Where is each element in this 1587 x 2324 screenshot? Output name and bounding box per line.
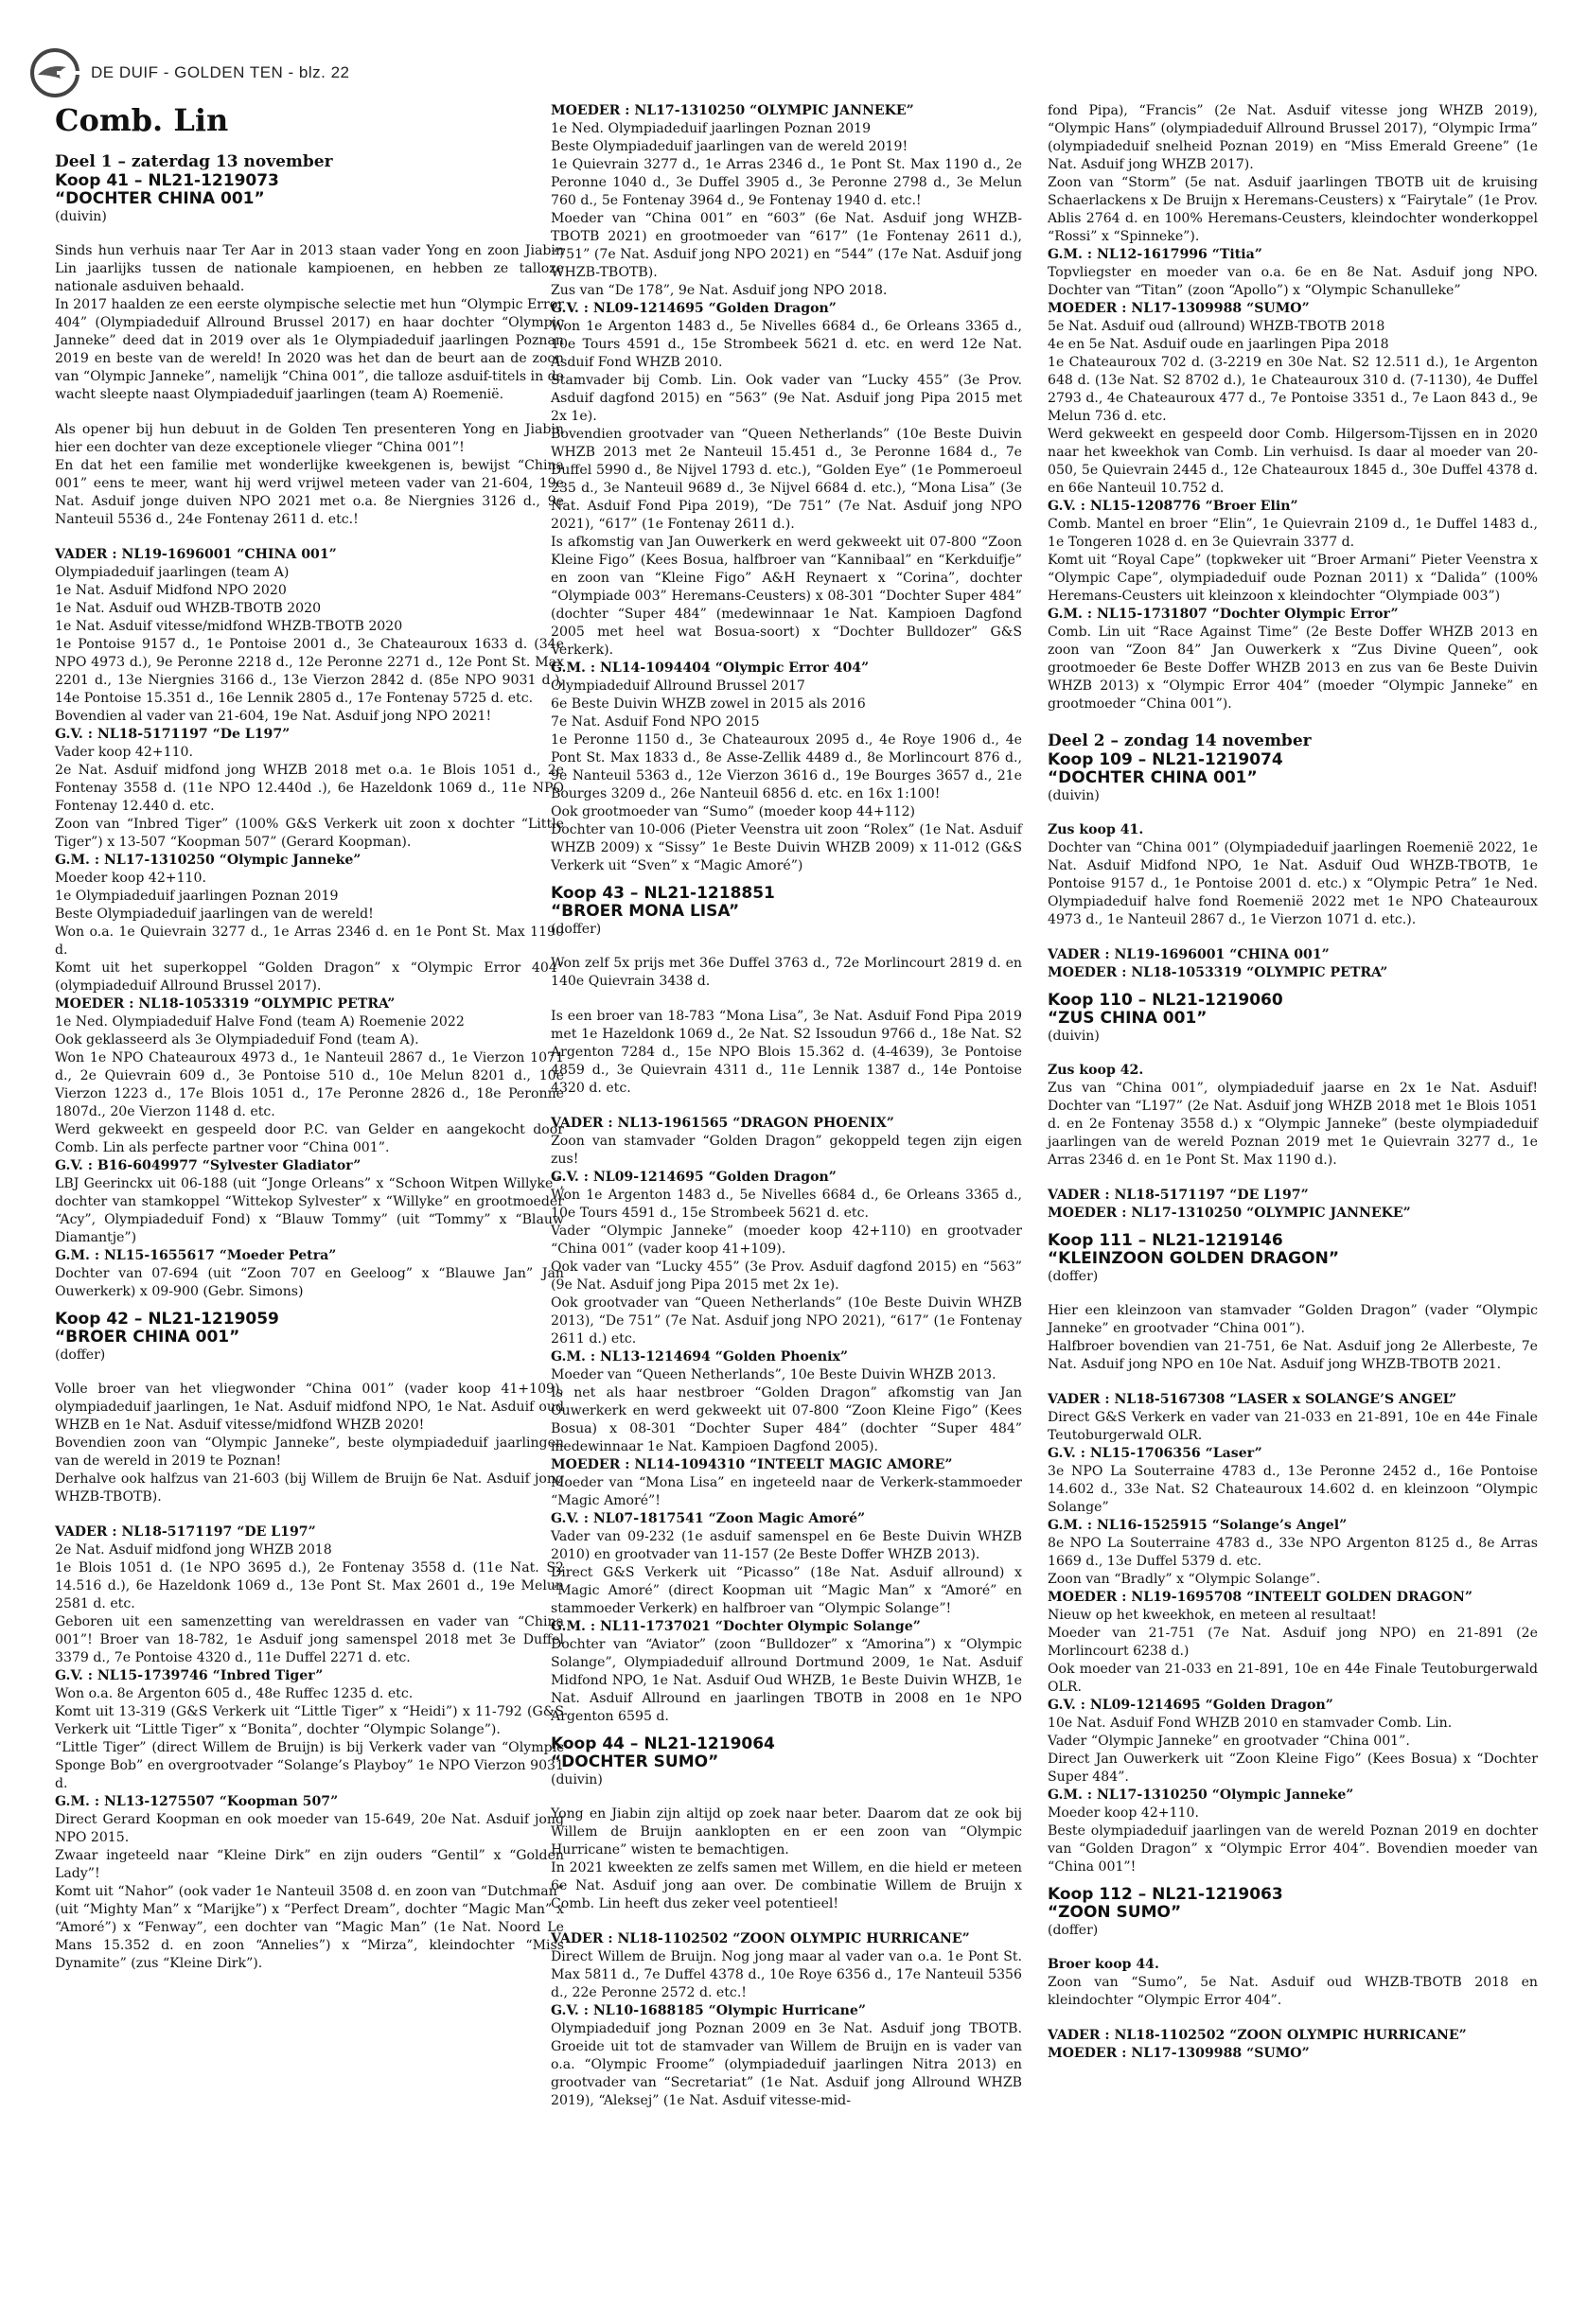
lot-title: Koop 43 – NL21-1218851 bbox=[551, 884, 775, 903]
lot-title: Koop 112 – NL21-1219063 bbox=[1048, 1885, 1283, 1904]
granddam-text: Direct Gerard Koopman en ook moeder van 15-649, 20e Nat. Asduif jong NPO 2015. Zwaar ingeteeld naar “Kleine Dirk” en zijn ouders “Gentil” x “Golden Lady”! Komt uit “Nahor” (ook vader 1e Nanteuil 3508 d. en zoon van “Dutchman” (uit “Mighty Man” x “Marijke”) x “Perfect Dream”, dochter “Magic Man” x “Amoré”) x “Fenway”, een dochter van “Magic Man” (1e Nat. Noord Le Mans 15.352 d. en zoon “Annelies”) x “Mirza”, kleindochter “Miss Dynamite” (zus “Kleine Dirk”). bbox=[55, 1812, 564, 1971]
dove-logo-icon bbox=[28, 46, 81, 99]
grandsire-text: 10e Nat. Asduif Fond WHZB 2010 en stamvader Comb. Lin. Vader “Olympic Janneke” en grootvader “China 001”. Direct Jan Ouwerkerk uit “Zoon Kleine Figo” (Kees Bosua) x “Dochter Super 484”. bbox=[1048, 1716, 1538, 1785]
lot-gender: (duivin) bbox=[1048, 788, 1100, 803]
dam-text: Nieuw op het kweekhok, en meteen al resultaat! Moeder van 21-751 (7e Nat. Asduif jong NPO) en 21-891 (2e Morlincourt 6238 d.) Ook moeder van 21-033 en 21-891, 10e en 44e Finale Teutoburgerwald OLR. bbox=[1048, 1608, 1538, 1695]
dam-heading: MOEDER : NL18-1053319 “OLYMPIC PETRA” bbox=[1048, 965, 1388, 980]
column-2 bbox=[551, 102, 1022, 2110]
sire-text: Zoon van stamvader “Golden Dragon” gekoppeld tegen zijn eigen zus! bbox=[551, 1134, 1022, 1167]
granddam-heading: G.M. : NL13-1275507 “Koopman 507” bbox=[55, 1794, 339, 1809]
granddam-text: Dochter van 07-694 (uit “Zoon 707 en Geeloog” x “Blauwe Jan” Jan Ouwerkerk) x 09-900 (Gebr. Simons) bbox=[55, 1266, 564, 1299]
grandsire-text: Won 1e Argenton 1483 d., 5e Nivelles 6684 d., 6e Orleans 3365 d., 10e Tours 4591 d., 15e Strombeek 5621 d. etc. Vader “Olympic Janneke” (moeder koop 42+110) en grootvader “China 001” (vader koop 41+109). Ook vader van “Lucky 455” (3e Prov. Asduif dagfond 2015) en “563” (9e Nat. Asduif jong Pipa 2015 met 2x 1e). Ook grootvader van “Queen Netherlands” (10e Beste Duivin WHZB 2013), “De 751” (7e Nat. Asduif jong NPO 2021), “617” (1e Fontenay 2611 d.) etc. bbox=[551, 1188, 1022, 1347]
grandsire-heading: G.V. : NL18-5171197 “De L197” bbox=[55, 727, 291, 742]
lot-title: Koop 44 – NL21-1219064 bbox=[551, 1734, 775, 1753]
granddam-text: Topvliegster en moeder van o.a. 6e en 8e Nat. Asduif jong NPO. Dochter van “Titan” (zoon “Apollo”) x “Olympic Schanulleke” bbox=[1048, 265, 1538, 298]
grandsire-heading: G.V. : NL15-1739746 “Inbred Tiger” bbox=[55, 1668, 324, 1683]
sire-heading: VADER : NL13-1961565 “DRAGON PHOENIX” bbox=[551, 1116, 894, 1131]
lot-subtitle: “ZOON SUMO” bbox=[1048, 1903, 1182, 1922]
column-1 bbox=[55, 151, 564, 1973]
grandsire-heading: G.V. : NL07-1817541 “Zoon Magic Amoré” bbox=[551, 1511, 866, 1526]
lot-subtitle: “BROER MONA LISA” bbox=[551, 902, 740, 921]
sibling-note: Broer koop 44. bbox=[1048, 1957, 1159, 1972]
grandsire-text: 3e NPO La Souterraine 4783 d., 13e Peronne 2452 d., 16e Pontoise 14.602 d., 33e Nat. S2 Chateauroux 14.602 d. en kleinzoon “Olympic Solange” bbox=[1048, 1464, 1538, 1515]
grandsire-heading: G.V. : NL09-1214695 “Golden Dragon” bbox=[551, 1170, 837, 1185]
sire-heading: VADER : NL18-1102502 “ZOON OLYMPIC HURRICANE” bbox=[551, 1931, 970, 1946]
lot-subtitle: “BROER CHINA 001” bbox=[55, 1328, 240, 1347]
granddam-heading: G.M. : NL15-1655617 “Moeder Petra” bbox=[55, 1248, 337, 1263]
grandsire-heading: G.V. : NL15-1208776 “Broer Elin” bbox=[1048, 499, 1298, 514]
lot-description: Won zelf 5x prijs met 36e Duffel 3763 d., 72e Morlincourt 2819 d. en 140e Quievrain 3438 d. bbox=[551, 956, 1022, 989]
sire-heading: VADER : NL18-5171197 “DE L197” bbox=[55, 1524, 316, 1540]
granddam-text: Olympiadeduif Allround Brussel 2017 6e Beste Duivin WHZB zowel in 2015 als 2016 7e Nat. Asduif Fond NPO 2015 1e Peronne 1150 d., 3e Chateauroux 2095 d., 4e Roye 1906 d., 4e Pont St. Max 1833 d., 8e Asse-Zellik 4489 d., 8e Morlincourt 876 d., 9e Nanteuil 5363 d., 12e Vierzon 3616 d., 19e Bourges 3657 d., 21e Bourges 3209 d., 26e Nanteuil 6856 d. etc. en 16x 1:100! Ook grootmoeder van “Sumo” (moeder koop 44+112) Dochter van 10-006 (Pieter Veenstra uit zoon “Rolex” (1e Nat. Asduif WHZB 2009) x “Sissy” 1e Beste Duivin WHZB 2009) x 11-012 (G&S Verkerk uit “Sven” x “Magic Amoré”) bbox=[551, 678, 1022, 873]
grandsire-heading: G.V. : NL09-1214695 “Golden Dragon” bbox=[551, 301, 837, 316]
dam-heading: MOEDER : NL17-1309988 “SUMO” bbox=[1048, 2046, 1310, 2061]
sire-heading: VADER : NL18-1102502 “ZOON OLYMPIC HURRICANE” bbox=[1048, 2028, 1467, 2043]
lot-gender: (duivin) bbox=[1048, 1029, 1100, 1044]
column-3 bbox=[1048, 102, 1538, 2063]
lot-title: Koop 110 – NL21-1219060 bbox=[1048, 991, 1283, 1010]
sire-heading: VADER : NL19-1696001 “CHINA 001” bbox=[55, 547, 337, 562]
grandsire-text: Comb. Mantel en broer “Elin”, 1e Quievrain 2109 d., 1e Duffel 1483 d., 1e Tongeren 1028 d. en 3e Quievrain 3377 d. Komt uit “Royal Cape” (topkweker uit “Broer Armani” Pieter Veenstra x “Olympic Cape”, olympiadeduif oude Poznan 2011) x “Dalida” (100% Heremans-Ceusters uit kleinzoon x kleindochter “Olympiade 003”) bbox=[1048, 517, 1538, 604]
lot-gender: (doffer) bbox=[55, 1347, 106, 1363]
grandsire-heading: G.V. : NL10-1688185 “Olympic Hurricane” bbox=[551, 2003, 866, 2018]
granddam-heading: G.M. : NL11-1737021 “Dochter Olympic Solange” bbox=[551, 1619, 921, 1634]
intro-paragraph: In 2017 haalden ze een eerste olympische selectie met hun “Olympic Error 404” (Olympiadeduif Allround Brussel 2017) en haar dochter “Olympic Janneke” deed dat in 2019 over als 1e Olympiadeduif jaarlingen Poznan 2019 en beste van de wereld! In 2020 was het dan de beurt aan de zoon van “Olympic Janneke”, namelijk “China 001”, die talloze asduif-titels in de wacht sleepte naast Olympiadeduif jaarlingen (team A) Roemenië. bbox=[55, 297, 564, 402]
intro-paragraph: En dat het een familie met wonderlijke kweekgenen is, bewijst “China 001” eens te meer, want hij werd vrijwel meteen vader van 21-604, 19e Nat. Asduif jonge duiven NPO 2021 met o.a. 8e Niergnies 3126 d., 9e Nanteuil 5536 d., 24e Fontenay 2611 d. etc.! bbox=[55, 458, 564, 527]
page-title: Comb. Lin bbox=[55, 102, 229, 138]
lot-gender: (duivin) bbox=[551, 1772, 603, 1787]
sire-text: Direct G&S Verkerk en vader van 21-033 en 21-891, 10e en 44e Finale Teutoburgerwald OLR. bbox=[1048, 1410, 1538, 1443]
sire-heading: VADER : NL18-5171197 “DE L197” bbox=[1048, 1188, 1309, 1203]
lot-description: Hier een kleinzoon van stamvader “Golden Dragon” (vader “Olympic Janneke” en grootvader “China 001”). Halfbroer bovendien van 21-751, 6e Nat. Asduif jong 2e Allerbeste, 7e Nat. Asduif jong NPO en 10e Nat. Asduif jong WHZB-TBOTB 2021. bbox=[1048, 1303, 1538, 1372]
lot-description: Is een broer van 18-783 “Mona Lisa”, 3e Nat. Asduif Fond Pipa 2019 met 1e Hazeldonk 1069 d., 2e Nat. S2 Issoudun 9766 d., 18e Nat. S2 Argenton 7284 d., 15e NPO Blois 15.362 d. (4-4639), 3e Pontoise 4859 d., 3e Quievrain 4311 d., 11e Lennik 1387 d., 14e Pontoise 4320 d. etc. bbox=[551, 1009, 1022, 1096]
dam-heading: MOEDER : NL17-1310250 “OLYMPIC JANNEKE” bbox=[551, 103, 914, 118]
sire-heading: VADER : NL19-1696001 “CHINA 001” bbox=[1048, 947, 1330, 962]
granddam-heading: G.M. : NL16-1525915 “Solange’s Angel” bbox=[1048, 1518, 1348, 1533]
grandsire-text: LBJ Geerinckx uit 06-188 (uit “Jonge Orleans” x “Schoon Witpen Willyke”, dochter van stamkoppel “Wittekop Sylvester” x “Willyke” en grootmoeder “Acy”, Olympiadeduif Fond) x “Blauw Tommy” (uit “Tommy” x “Blauw Diamantje”) bbox=[55, 1176, 564, 1245]
dam-text: 5e Nat. Asduif oud (allround) WHZB-TBOTB 2018 4e en 5e Nat. Asduif oude en jaarlingen Pipa 2018 1e Chateauroux 702 d. (3-2219 en 30e Nat. S2 12.511 d.), 1e Argenton 648 d. (13e Nat. S2 8702 d.), 1e Chateauroux 310 d. (7-1130), 4e Duffel 2793 d., 4e Chateauroux 477 d., 7e Pontoise 3351 d., 7e Laon 843 d., 9e Melun 736 d. etc. Werd gekweekt en gespeeld door Comb. Hilgersom-Tijssen en in 2020 naar het kweekhok van Comb. Lin verhuisd. Is daar al moeder van 20-050, 5e Quievrain 2445 d., 12e Chateauroux 1845 d., 30e Duffel 4378 d. en 66e Nanteuil 10.752 d. bbox=[1048, 319, 1538, 496]
lot-gender: (duivin) bbox=[55, 209, 107, 224]
sire-text: Olympiadeduif jaarlingen (team A) 1e Nat. Asduif Midfond NPO 2020 1e Nat. Asduif oud WHZB-TBOTB 2020 1e Nat. Asduif vitesse/midfond WHZB-TBOTB 2020 1e Pontoise 9157 d., 1e Pontoise 2001 d., 3e Chateauroux 1633 d. (34e NPO 4973 d.), 9e Peronne 2218 d., 12e Peronne 2271 d., 12e Pont St. Max 2201 d., 13e Niergnies 3166 d., 13e Vierzon 2842 d. (85e NPO 9031 d.), 14e Pontoise 15.351 d., 16e Lennik 2805 d., 17e Fontenay 5725 d. etc. Bovendien al vader van 21-604, 19e Nat. Asduif jong NPO 2021! bbox=[55, 565, 564, 724]
lot-description: Volle broer van het vliegwonder “China 001” (vader koop 41+109), olympiadeduif jaarlingen, 1e Nat. Asduif midfond NPO, 1e Nat. Asduif oud WHZB en 1e Nat. Asduif vitesse/midfond WHZB 2020! Bovendien zoon van “Olympic Janneke”, beste olympiadeduif jaarlingen van de wereld in 2019 te Poznan! Derhalve ook halfzus van 21-603 (bij Willem de Bruijn 6e Nat. Asduif jong WHZB-TBOTB). bbox=[55, 1382, 564, 1505]
dam-text: 1e Ned. Olympiadeduif Halve Fond (team A) Roemenie 2022 Ook geklasseerd als 3e Olympiadeduif Fond (team A). Won 1e NPO Chateauroux 4973 d., 1e Nanteuil 2867 d., 1e Vierzon 1071 d., 2e Quievrain 609 d., 3e Pontoise 510 d., 10e Melun 8201 d., 10e Vierzon 1223 d., 17e Blois 1051 d., 17e Peronne 2826 d., 18e Peronne 1807d., 20e Vierzon 1148 d. etc. Werd gekweekt en gespeeld door P.C. van Gelder en aangekocht door Comb. Lin als perfecte partner voor “China 001”. bbox=[55, 1014, 564, 1155]
intro-paragraph: Sinds hun verhuis naar Ter Aar in 2013 staan vader Yong en zoon Jiabin Lin jaarlijks tussen de nationale kampioenen, en hebben ze talloze nationale asduiven behaald. bbox=[55, 243, 564, 294]
lot-description: Zus van “China 001”, olympiadeduif jaarse en 2x 1e Nat. Asduif! Dochter van “L197” (2e Nat. Asduif jong WHZB 2018 met 1e Blois 1051 d. en 2e Fontenay 3558 d.) x “Olympic Janneke” (beste olympiadeduif jaarlingen van de wereld Poznan 2019 met 1e Quievrain 3277 d., 1e Arras 2346 d. en 1e Pont St. Max 1190 d.). bbox=[1048, 1081, 1538, 1168]
intro-paragraph: Als opener bij hun debuut in de Golden Ten presenteren Yong en Jiabin hier een dochter van deze exceptionele vlieger “China 001”! bbox=[55, 422, 564, 455]
granddam-heading: G.M. : NL15-1731807 “Dochter Olympic Error” bbox=[1048, 607, 1399, 622]
lot-subtitle: “ZUS CHINA 001” bbox=[1048, 1009, 1208, 1028]
lot-subtitle: “DOCHTER CHINA 001” bbox=[55, 189, 265, 208]
sire-text: 2e Nat. Asduif midfond jong WHZB 2018 1e Blois 1051 d. (1e NPO 3695 d.), 2e Fontenay 3558 d. (11e Nat. S2 14.516 d.), 6e Hazeldonk 1069 d., 13e Pont St. Max 2601 d., 19e Melun 2581 d. etc. Geboren uit een samenzetting van wereldrassen en vader van “China 001”! Broer van 18-782, 1e Asduif jong samenspel 2018 met 3e Duffel 3379 d., 7e Pontoise 4320 d., 11e Duffel 2271 d. etc. bbox=[55, 1542, 564, 1665]
granddam-heading: G.M. : NL14-1094404 “Olympic Error 404” bbox=[551, 660, 870, 676]
dam-heading: MOEDER : NL18-1053319 “OLYMPIC PETRA” bbox=[55, 996, 396, 1012]
granddam-heading: G.M. : NL12-1617996 “Titia” bbox=[1048, 247, 1262, 262]
grandsire-text: Olympiadeduif jong Poznan 2009 en 3e Nat. Asduif jong TBOTB. Groeide uit tot de stamvader van Willem de Bruijn en is vader van o.a. “Olympic Froome” (olympiadeduif jaarlingen Nitra 2013) en grootvader van “Secretariat” (1e Nat. Asduif jong Allround WHZB 2019), “Aleksej” (1e Nat. Asduif vitesse-mid- bbox=[551, 2021, 1022, 2108]
page-header bbox=[28, 49, 880, 97]
granddam-text: Comb. Lin uit “Race Against Time” (2e Beste Doffer WHZB 2013 en zoon van “Zoon 84” Jan Ouwerkerk x “Zus Divine Queen”, ook grootmoeder 6e Beste Doffer WHZB 2013 en zus van 6e Beste Duivin WHZB 2013) x “Olympic Error 404” (moeder “Olympic Janneke” en grootmoeder “China 001”). bbox=[1048, 625, 1538, 712]
dam-text: Moeder van “Mona Lisa” en ingeteeld naar de Verkerk-stammoeder “Magic Amoré”! bbox=[551, 1475, 1022, 1508]
granddam-text: Moeder koop 42+110. Beste olympiadeduif jaarlingen van de wereld Poznan 2019 en dochter van “Golden Dragon” x “Olympic Error 404”. Bovendien moeder van “China 001”! bbox=[1048, 1805, 1538, 1875]
dam-heading: MOEDER : NL14-1094310 “INTEELT MAGIC AMORE” bbox=[551, 1457, 953, 1472]
lot-description: Zoon van “Sumo”, 5e Nat. Asduif oud WHZB-TBOTB 2018 en kleindochter “Olympic Error 404”. bbox=[1048, 1975, 1538, 2008]
lot-title: Koop 111 – NL21-1219146 bbox=[1048, 1231, 1283, 1250]
sire-heading: VADER : NL18-5167308 “LASER x SOLANGE’S ANGEL” bbox=[1048, 1392, 1457, 1407]
dam-heading: MOEDER : NL17-1309988 “SUMO” bbox=[1048, 301, 1310, 316]
grandsire-heading: G.V. : NL09-1214695 “Golden Dragon” bbox=[1048, 1698, 1333, 1713]
section-heading-deel-1: Deel 1 – zaterdag 13 november bbox=[55, 152, 333, 171]
grandsire-text: Vader koop 42+110. 2e Nat. Asduif midfond jong WHZB 2018 met o.a. 1e Blois 1051 d., 2e Fontenay 3558 d. (11e NPO 12.440d .), 6e Hazeldonk 1069 d., 11e NPO Fontenay 12.440 d. etc. Zoon van “Inbred Tiger” (100% G&S Verkerk uit zoon x dochter “Little Tiger”) x 13-507 “Koopman 507” (Gerard Koopman). bbox=[55, 745, 564, 850]
granddam-heading: G.M. : NL17-1310250 “Olympic Janneke” bbox=[1048, 1787, 1354, 1803]
dam-heading: MOEDER : NL19-1695708 “INTEELT GOLDEN DRAGON” bbox=[1048, 1590, 1472, 1605]
lot-subtitle: “DOCHTER SUMO” bbox=[551, 1752, 719, 1771]
lot-title: Koop 42 – NL21-1219059 bbox=[55, 1310, 279, 1329]
lot-title: Koop 109 – NL21-1219074 bbox=[1048, 750, 1283, 769]
granddam-text: Dochter van “Aviator” (zoon “Bulldozer” x “Amorina”) x “Olympic Solange”, Olympiadeduif allround Dortmund 2009, 1e Nat. Asduif Midfond NPO, 1e Nat. Asduif Oud WHZB, 1e Beste Duivin WHZB, 1e Nat. Asduif Allround en jaarlingen TBOTB in 2008 en 1e NPO Argenton 6595 d. bbox=[551, 1637, 1022, 1724]
lot-title: Koop 41 – NL21-1219073 bbox=[55, 171, 279, 190]
lot-description: Dochter van “China 001” (Olympiadeduif jaarlingen Roemenië 2022, 1e Nat. Asduif Midfond NPO, 1e Nat. Asduif Oud WHZB-TBOTB, 1e Pontoise 9157 d., 1e Pontoise 2001 d. etc.) x “Olympic Petra” 1e Ned. Olympiadeduif halve fond Roemenië 2022 met 1e NPO Chateauroux 4973 d., 1e Nanteuil 2867 d., 1e Vierzon 1071 d. etc.). bbox=[1048, 840, 1538, 927]
grandsire-heading: G.V. : B16-6049977 “Sylvester Gladiator” bbox=[55, 1158, 361, 1173]
grandsire-text: Won o.a. 8e Argenton 605 d., 48e Ruffec 1235 d. etc. Komt uit 13-319 (G&S Verkerk uit “Little Tiger” x “Heidi”) x 11-792 (G&S Verkerk uit “Little Tiger” x “Bonita”, dochter “Olympic Solange”). “Little Tiger” (direct Willem de Bruijn) is bij Verkerk vader van “Olympic Sponge Bob” en overgrootvader “Solange’s Playboy” 1e NPO Vierzon 9031 d. bbox=[55, 1686, 564, 1791]
lot-description: Yong en Jiabin zijn altijd op zoek naar beter. Daarom dat ze ook bij Willem de Bruijn aanklopten en er een zoon van “Olympic Hurricane” wisten te bemachtigen. In 2021 kweekten ze zelfs samen met Willem, en die hield er meteen 6e Nat. Asduif jong aan over. De combinatie Willem de Bruijn x Comb. Lin heeft dus zeker veel potentieel! bbox=[551, 1806, 1022, 1911]
grandsire-text: Won 1e Argenton 1483 d., 5e Nivelles 6684 d., 6e Orleans 3365 d., 10e Tours 4591 d., 15e Strombeek 5621 d. etc. en werd 12e Nat. Asduif Fond WHZB 2010. Stamvader bij Comb. Lin. Ook vader van “Lucky 455” (3e Prov. Asduif dagfond 2015) en “563” (9e Nat. Asduif jong Pipa 2015 met 2x 1e). Bovendien grootvader van “Queen Netherlands” (10e Beste Duivin WHZB 2013 met 2e Nanteuil 15.451 d., 3e Peronne 1684 d., 7e Duffel 5990 d., 8e Nijvel 1793 d. etc.), “Golden Eye” (1e Pommeroeul 235 d., 3e Nanteuil 9689 d., 3e Nijvel 6684 d. etc.), “Mona Lisa” (3e Nat. Asduif Fond Pipa 2019), “De 751” (7e Nat. Asduif jong NPO 2021), “617” (1e Fontenay 2611 d.). Is afkomstig van Jan Ouwerkerk en werd gekweekt uit 07-800 “Zoon Kleine Figo” (Kees Bosua, halfbroer van “Kannibaal” en “Kerkduifje” en zoon van “Kleine Figo” A&H Reynaert x “Corina”, dochter “Olympiade 003” Heremans-Ceusters) x 08-301 “Dochter Super 484” (dochter “Super 484” (medewinnaar 1e Nat. Kampioen Dagfond 2005 met heel wat Bosua-soort) x “Dochter Bulldozer” G&S Verkerk). bbox=[551, 319, 1022, 658]
sire-text: Direct Willem de Bruijn. Nog jong maar al vader van o.a. 1e Pont St. Max 5811 d., 7e Duffel 4378 d., 10e Roye 6356 d., 17e Nanteuil 5356 d., 22e Peronne 2572 d. etc.! bbox=[551, 1949, 1022, 2000]
lot-subtitle: “DOCHTER CHINA 001” bbox=[1048, 768, 1258, 787]
section-heading-deel-2: Deel 2 – zondag 14 november bbox=[1048, 731, 1312, 750]
sibling-note: Zus koop 41. bbox=[1048, 822, 1144, 837]
granddam-text: Moeder van “Queen Netherlands”, 10e Beste Duivin WHZB 2013. Is net als haar nestbroer “Golden Dragon” afkomstig van Jan Ouwerkerk en werd gekweekt uit 07-800 “Zoon Kleine Figo” (Kees Bosua) x 08-301 “Dochter Super 484” (dochter “Super 484” medewinnaar 1e Nat. Kampioen Dagfond 2005). bbox=[551, 1367, 1022, 1454]
grandsire-text: Vader van 09-232 (1e asduif samenspel en 6e Beste Duivin WHZB 2010) en grootvader van 11-157 (2e Beste Doffer WHZB 2013). Direct G&S Verkerk uit “Picasso” (18e Nat. Asduif allround) x “Magic Amoré” (direct Koopman uit “Magic Man” x “Amoré” en stammoeder Verkerk) en halfbroer van “Olympic Solange”! bbox=[551, 1529, 1022, 1616]
grandsire-heading: G.V. : NL15-1706356 “Laser” bbox=[1048, 1446, 1262, 1461]
dam-heading: MOEDER : NL17-1310250 “OLYMPIC JANNEKE” bbox=[1048, 1206, 1411, 1221]
lot-subtitle: “KLEINZOON GOLDEN DRAGON” bbox=[1048, 1249, 1339, 1268]
continued-text: fond Pipa), “Francis” (2e Nat. Asduif vitesse jong WHZB 2019), “Olympic Hans” (olympiadeduif Allround Brussel 2017), “Olympic Irma” (olympiadeduif snelheid Poznan 2019) en “Miss Emerald Greene” (1e Nat. Asduif jong WHZB 2017). Zoon van “Storm” (5e nat. Asduif jaarlingen TBOTB uit de kruising Schaerlackens x De Bruijn x Heremans-Ceusters) x “Fairytale” (1e Prov. Ablis 2764 d. en 100% Heremans-Ceusters, kleindochter wonderkoppel “Rossi” x “Spinneke”). bbox=[1048, 103, 1538, 244]
lot-gender: (doffer) bbox=[1048, 1923, 1099, 1938]
granddam-heading: G.M. : NL17-1310250 “Olympic Janneke” bbox=[55, 853, 361, 868]
granddam-heading: G.M. : NL13-1214694 “Golden Phoenix” bbox=[551, 1349, 848, 1364]
granddam-text: 8e NPO La Souterraine 4783 d., 33e NPO Argenton 8125 d., 8e Arras 1669 d., 13e Duffel 5379 d. etc. Zoon van “Bradly” x “Olympic Solange”. bbox=[1048, 1536, 1538, 1587]
lot-gender: (doffer) bbox=[1048, 1269, 1099, 1284]
header-title: DE DUIF - GOLDEN TEN - blz. 22 bbox=[91, 63, 350, 81]
dam-text: 1e Ned. Olympiadeduif jaarlingen Poznan 2019 Beste Olympiadeduif jaarlingen van de wereld 2019! 1e Quievrain 3277 d., 1e Arras 2346 d., 1e Pont St. Max 1190 d., 2e Peronne 1040 d., 3e Duffel 3905 d., 3e Peronne 2798 d., 3e Melun 760 d., 5e Fontenay 3964 d., 9e Fontenay 1940 d. etc.! Moeder van “China 001” en “603” (6e Nat. Asduif jong WHZB-TBOTB 2021) en grootmoeder van “617” (1e Fontenay 2611 d.), “751” (7e Nat. Asduif jong NPO 2021) en “544” (17e Nat. Asduif jong WHZB-TBOTB). Zus van “De 178”, 9e Nat. Asduif jong NPO 2018. bbox=[551, 121, 1022, 298]
lot-gender: (doffer) bbox=[551, 922, 602, 937]
granddam-text: Moeder koop 42+110. 1e Olympiadeduif jaarlingen Poznan 2019 Beste Olympiadeduif jaarlingen van de wereld! Won o.a. 1e Quievrain 3277 d., 1e Arras 2346 d. en 1e Pont St. Max 1190 d. Komt uit het superkoppel “Golden Dragon” x “Olympic Error 404” (olympiadeduif Allround Brussel 2017). bbox=[55, 871, 564, 994]
sibling-note: Zus koop 42. bbox=[1048, 1063, 1144, 1078]
